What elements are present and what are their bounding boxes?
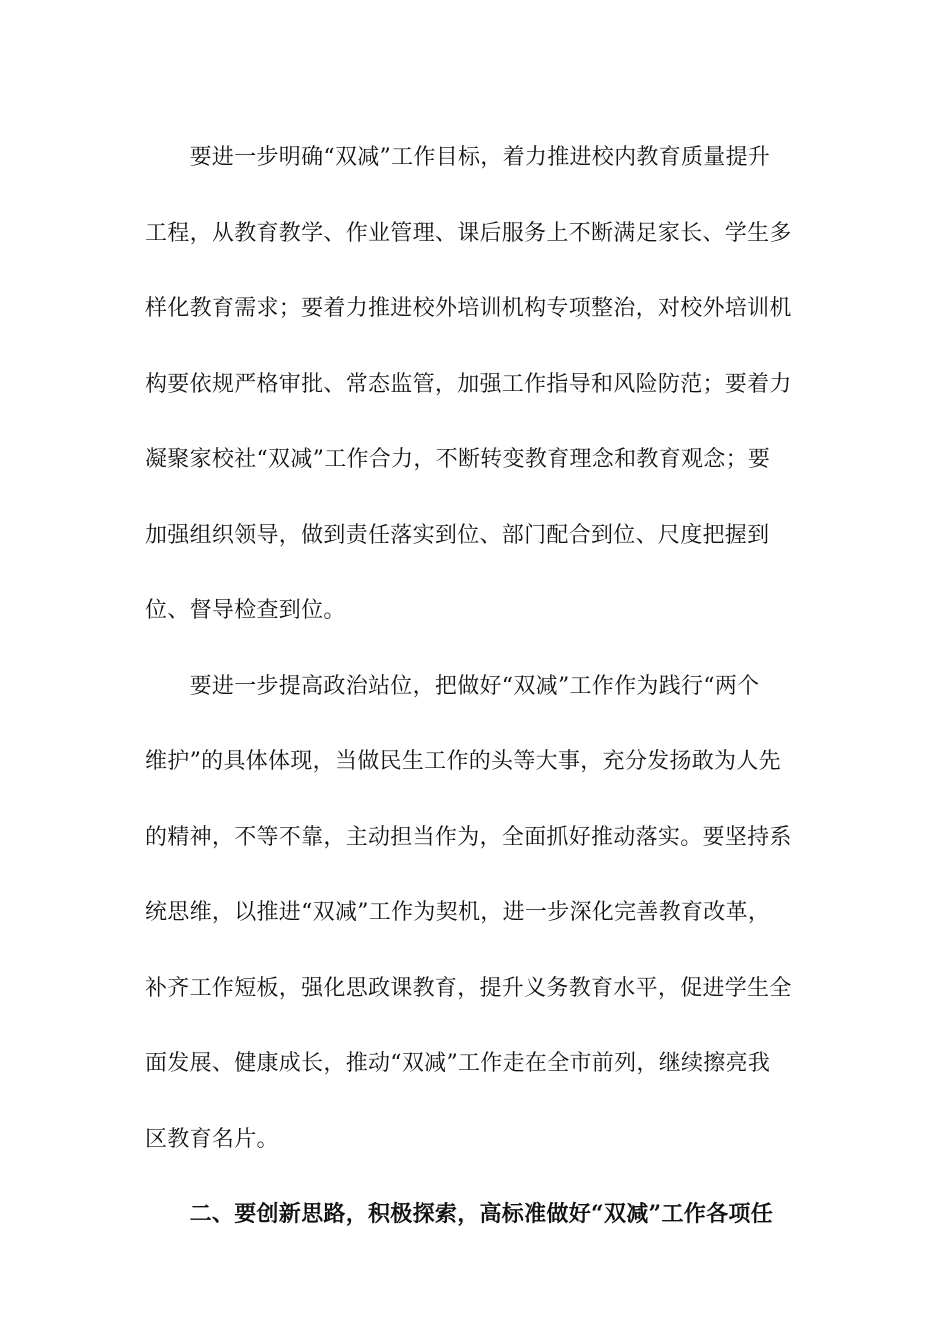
text-line: 工程，从教育教学、作业管理、课后服务上不断满足家长、学生多: [145, 220, 792, 246]
text-line: 补齐工作短板，强化思政课教育，提升义务教育水平，促进学生全: [145, 975, 792, 1001]
section-heading: [145, 1177, 807, 1253]
text-line: 构要依规严格审批、常态监管，加强工作指导和风险防范；要着力: [145, 371, 792, 397]
text-line: 样化教育需求；要着力推进校外培训机构专项整治，对校外培训机: [145, 296, 792, 321]
text-line: 位、督导检查到位。: [145, 598, 346, 623]
paragraph-1: [145, 120, 807, 649]
text-line: 区教育名片。: [145, 1126, 279, 1152]
text-line: 面发展、健康成长，推动“双减”工作走在全市前列，继续擦亮我: [145, 1051, 771, 1076]
text-line: 要进一步提高政治站位，把做好“双减”工作作为践行“两个: [145, 673, 760, 699]
text-line: 维护”的具体体现，当做民生工作的头等大事，充分发扬敢为人先: [145, 749, 781, 774]
text-line: 要进一步明确“双减”工作目标，着力推进校内教育质量提升: [145, 145, 771, 170]
text-line: 的精神，不等不靠，主动担当作为，全面抓好推动落实。要坚持系: [145, 824, 792, 850]
body-text: [145, 120, 807, 1253]
text-line: 统思维，以推进“双减”工作为契机，进一步深化完善教育改革，: [145, 900, 771, 925]
text-line: 凝聚家校社“双减”工作合力，不断转变教育理念和教育观念；要: [145, 447, 771, 472]
heading-line: 二、要创新思路，积极探索，高标准做好“双减”工作各项任: [145, 1201, 774, 1227]
text-line: 加强组织领导，做到责任落实到位、部门配合到位、尺度把握到: [145, 522, 770, 548]
paragraph-2: [145, 649, 807, 1178]
